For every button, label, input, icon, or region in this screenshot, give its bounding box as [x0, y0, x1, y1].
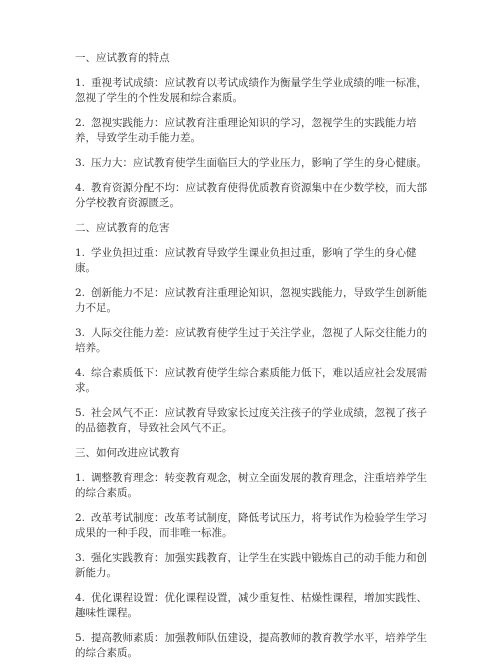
item-text: 优化课程设置：优化课程设置，减少重复性、枯燥性课程，增加实践性、趣味性课程。 — [75, 592, 428, 619]
item-number: 1. — [75, 472, 86, 484]
list-item — [75, 181, 435, 211]
list-item — [75, 246, 435, 276]
item-text: 强化实践教育：加强实践教育，让学生在实践中锻炼自己的动手能力和创新能力。 — [75, 552, 428, 579]
item-text: 改革考试制度：改革考试制度，降低考试压力，将考试作为检验学生学习成果的一种手段，而非唯一标准。 — [75, 512, 428, 539]
item-text: 调整教育理念：转变教育观念，树立全面发展的教育理念，注重培养学生的综合素质。 — [75, 472, 428, 499]
item-text: 综合素质低下：应试教育使学生综合素质能力低下，难以适应社会发展需求。 — [75, 367, 428, 394]
document-body — [75, 51, 435, 671]
list-item — [75, 76, 435, 106]
item-number: 2. — [75, 512, 86, 524]
item-number: 2. — [75, 117, 86, 129]
item-number: 3. — [75, 327, 86, 339]
section-improvements — [75, 446, 435, 661]
list-item — [75, 116, 435, 146]
section-heading: 一、应试教育的特点 — [75, 52, 170, 64]
item-text: 人际交往能力差：应试教育使学生过于关注学业，忽视了人际交往能力的培养。 — [75, 327, 428, 354]
item-text: 社会风气不正：应试教育导致家长过度关注孩子的学业成绩，忽视了孩子的品德教育，导致社会风气不正。 — [75, 407, 428, 434]
item-text: 创新能力不足：应试教育注重理论知识，忽视实践能力，导致学生创新能力不足。 — [75, 287, 428, 314]
item-number: 4. — [75, 367, 86, 379]
list-item — [75, 286, 435, 316]
item-number: 3. — [75, 552, 86, 564]
list-item — [75, 326, 435, 356]
item-text: 忽视实践能力：应试教育注重理论知识的学习，忽视学生的实践能力培养，导致学生动手能力差。 — [75, 117, 417, 144]
section-heading: 三、如何改进应试教育 — [75, 447, 180, 459]
item-number: 2. — [75, 287, 86, 299]
section-harms — [75, 221, 435, 436]
item-text: 提高教师素质：加强教师队伍建设，提高教师的教育教学水平，培养学生的综合素质。 — [75, 632, 428, 659]
item-number: 4. — [75, 182, 86, 194]
item-number: 4. — [75, 592, 86, 604]
list-item — [75, 366, 435, 396]
item-number: 1. — [75, 247, 86, 259]
list-item — [75, 406, 435, 436]
item-text: 教育资源分配不均：应试教育使得优质教育资源集中在少数学校，而大部分学校教育资源匮乏。 — [75, 182, 428, 209]
item-number: 3. — [75, 157, 86, 169]
item-text: 压力大：应试教育使学生面临巨大的学业压力，影响了学生的身心健康。 — [91, 157, 428, 169]
section-characteristics — [75, 51, 435, 211]
item-number: 1. — [75, 77, 86, 89]
list-item — [75, 511, 435, 541]
list-item — [75, 631, 435, 661]
item-text: 学业负担过重：应试教育导致学生课业负担过重，影响了学生的身心健康。 — [75, 247, 417, 274]
list-item — [75, 156, 435, 171]
item-text: 重视考试成绩：应试教育以考试成绩作为衡量学生学业成绩的唯一标准，忽视了学生的个性发展和综合素质。 — [75, 77, 428, 104]
section-heading: 二、应试教育的危害 — [75, 222, 170, 234]
list-item — [75, 551, 435, 581]
item-number: 5. — [75, 407, 86, 419]
list-item — [75, 591, 435, 621]
item-number: 5. — [75, 632, 86, 644]
list-item — [75, 471, 435, 501]
